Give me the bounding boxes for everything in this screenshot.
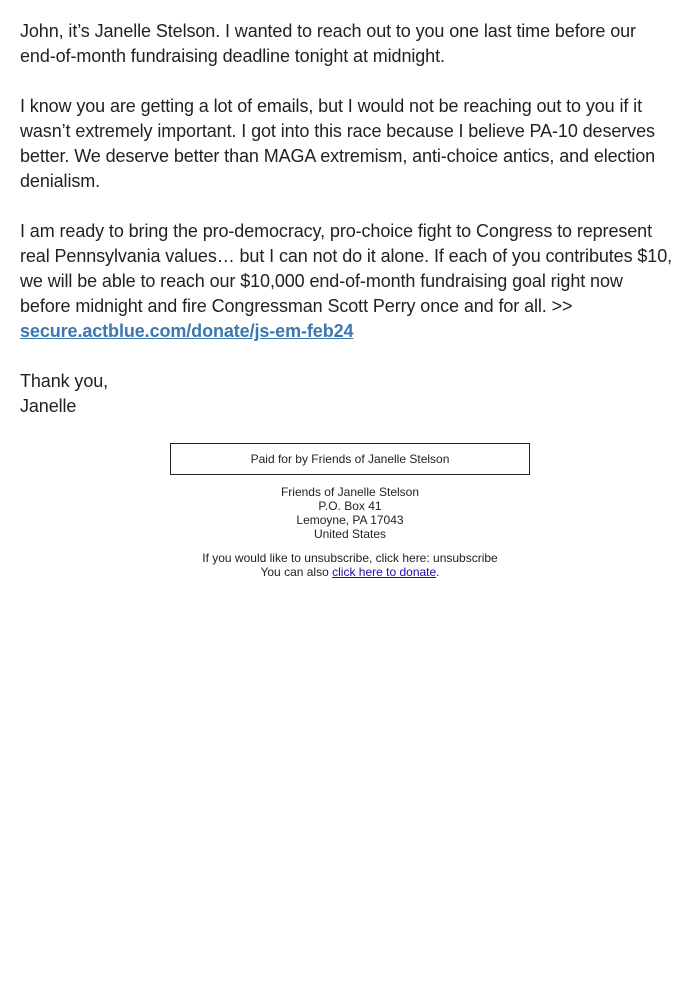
address-org-name: Friends of Janelle Stelson — [280, 485, 420, 499]
unsubscribe-text[interactable]: If you would like to unsubscribe, click here: unsubscribe — [202, 551, 498, 565]
address-country: United States — [313, 527, 387, 541]
donate-footer-suffix: . — [436, 565, 440, 579]
email-ask-text: I am ready to bring the pro-democracy, pro-choice fight to Congress to represent real Pennsylvania values… but I can not do it alone. If each of you contributes $10, we will be able to reach our $10,000 end-of-month fundraising goal right now before midnight and fire Congressman Scott Perry once and for all. >> — [20, 221, 673, 316]
donate-footer-line — [0, 565, 683, 579]
paid-for-disclaimer: Paid for by Friends of Janelle Stelson — [170, 443, 530, 475]
email-paragraph-appeal: I know you are getting a lot of emails, but I would not be reaching out to you if it wasn’t extremely important. I got into this race because I believe PA-10 deserves better. We deserve better than MAGA extremism, anti-choice antics, and election denialism. — [20, 96, 656, 191]
signature-text: Janelle — [20, 396, 77, 416]
donate-link[interactable]: secure.actblue.com/donate/js-em-feb24 — [20, 321, 354, 341]
mailing-address — [0, 485, 683, 541]
email-signoff — [20, 369, 676, 419]
address-city-state-zip: Lemoyne, PA 17043 — [296, 513, 404, 527]
footer-links — [0, 551, 683, 579]
footer-donate-link[interactable]: click here to donate — [332, 565, 437, 579]
email-body — [20, 19, 676, 419]
email-paragraph-ask — [20, 219, 676, 344]
address-po-box: P.O. Box 41 — [318, 499, 382, 513]
email-paragraph-greeting: John, it’s Janelle Stelson. I wanted to reach out to you one last time before our end-of-month fundraising deadline tonight at midnight. — [20, 21, 636, 66]
donate-footer-prefix: You can also — [260, 565, 333, 579]
closing-text: Thank you, — [20, 371, 109, 391]
